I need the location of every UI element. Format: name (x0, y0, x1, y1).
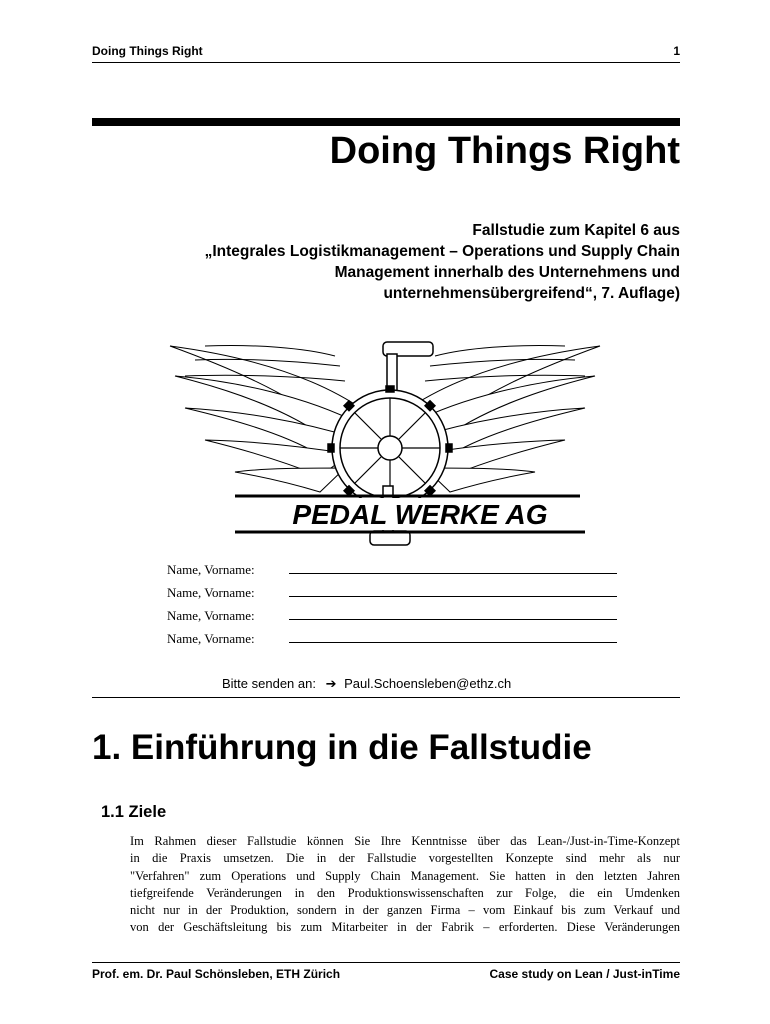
name-field-label: Name, Vorname: (167, 585, 255, 600)
name-field-row (167, 608, 617, 624)
page-header (92, 42, 680, 63)
document-title: Doing Things Right (329, 130, 680, 172)
pedalwerke-logo (165, 336, 605, 550)
name-field-line[interactable] (289, 586, 617, 597)
subtitle-line: Management innerhalb des Unternehmens und (334, 264, 680, 281)
subtitle-line: „Integrales Logistikmanagement – Operations und Supply Chain (204, 243, 680, 260)
name-field-line[interactable] (289, 609, 617, 620)
section-heading: 1. Einführung in die Fallstudie (92, 728, 592, 767)
send-email[interactable]: Paul.Schoensleben@ethz.ch (344, 676, 512, 691)
name-field-label: Name, Vorname: (167, 562, 255, 577)
body-line: von der Geschäftsleitung bis zum Mitarbeiter in der Fabrik – erforderten. Diese Veränderungen (130, 920, 680, 935)
body-line: tiefgreifende Veränderungen in den Produktionswissenschaften zur Folge, die ein Umdenken (130, 885, 680, 900)
title-rule (92, 118, 680, 126)
body-line: "Verfahren" zum Operations und Supply Chain Management. Sie hatten in den letzten Jahren (130, 868, 680, 883)
subtitle-line: unternehmensübergreifend“, 7. Auflage) (383, 285, 680, 302)
arrow-right-icon: ➔ (325, 676, 337, 691)
send-label: Bitte senden an: (222, 676, 316, 691)
body-paragraph (130, 833, 680, 937)
body-line: nicht nur in der Produktion, sondern in der ganzen Firma – vom Einkauf bis zum Verkauf und (130, 903, 680, 918)
name-field-row (167, 562, 617, 578)
logo-company-name: PEDAL WERKE AG (292, 499, 548, 530)
document-subtitle (80, 220, 680, 304)
send-to-line (222, 676, 511, 692)
page-number: 1 (673, 44, 680, 58)
footer-author: Prof. em. Dr. Paul Schönsleben, ETH Zürich (92, 967, 341, 981)
name-field-line[interactable] (289, 632, 617, 643)
subsection-heading: 1.1 Ziele (101, 803, 167, 821)
footer-case-study: Case study on Lean / Just-inTime (489, 967, 680, 981)
page-footer (92, 962, 680, 983)
name-field-label: Name, Vorname: (167, 631, 255, 646)
body-line: in die Praxis umsetzen. Die in der Fallstudie vorgestellten Konzepte sind mehr als nur (130, 851, 680, 866)
name-field-row (167, 585, 617, 601)
body-line: Im Rahmen dieser Fallstudie können Sie Ihre Kenntnisse über das Lean-/Just-in-Time-Konzept (130, 834, 680, 848)
name-field-row (167, 631, 617, 647)
name-field-line[interactable] (289, 563, 617, 574)
header-title: Doing Things Right (92, 44, 203, 58)
section-divider (92, 697, 680, 698)
name-field-label: Name, Vorname: (167, 608, 255, 623)
subtitle-line: Fallstudie zum Kapitel 6 aus (472, 222, 680, 239)
